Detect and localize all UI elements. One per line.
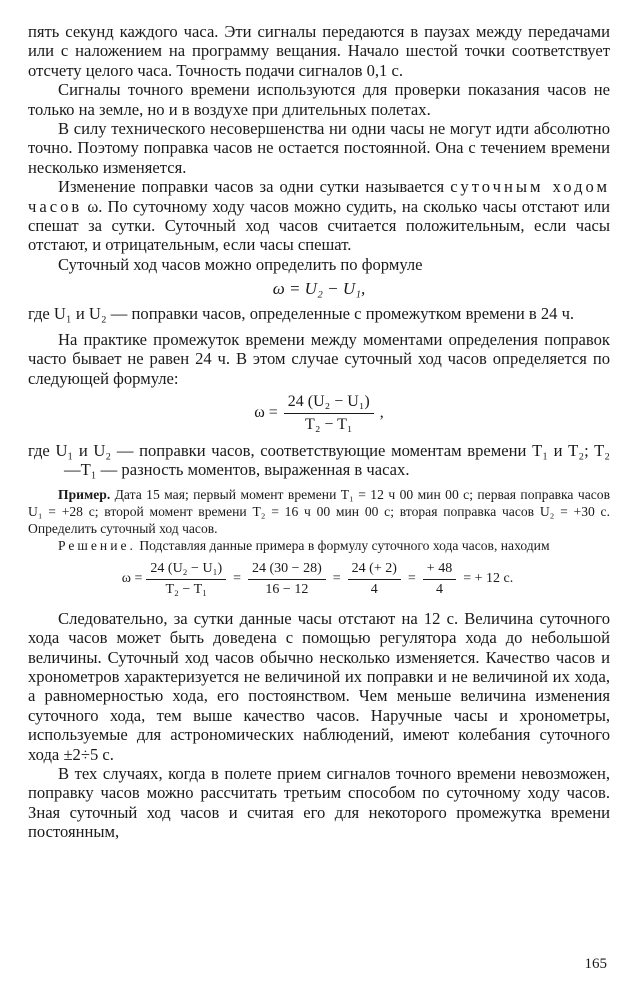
paragraph-4: [28, 177, 610, 255]
fraction-numerator: 24 (+ 2): [348, 560, 401, 580]
solution-fraction-2: [248, 560, 326, 599]
formula-general: [28, 392, 610, 435]
formula-solution-lhs: ω =: [121, 571, 143, 587]
example-text: Дата 15 мая; первый момент времени T₁ = 12 ч 00 мин 00 с; первая поправка часов U₁ = +28 с; второй момент времени T₂ = 16 ч 00 мин 00 с; вторая поправка часов U₂ = +30 с. Определить суточный ход часов.: [28, 486, 610, 536]
paragraph-9: Следовательно, за сутки данные часы отстают на 12 с. Величина суточного хода часов может быть доведена с помощью регулятора хода до небольшой величины. Суточный ход часов обычно несколько изменяется. Качество часов и хронометров характеризуется не величиной их поправки и не величиной их хода, а равномерностью хода, его постоянством. Чем меньше величина изменения суточного хода, тем выше качество часов. Наручные часы и хронометры, используемые для астрономических наблюдений, имеют колебания суточного хода ±2÷5 с.: [28, 608, 610, 764]
equals-sign: =: [407, 571, 416, 587]
omega-symbol: ω.: [87, 196, 103, 216]
paragraph-7: На практике промежуток времени между моментами определения поправок часто бывает не равен 24 ч. В этом случае суточный ход часов определяется по следующей формуле:: [28, 329, 610, 388]
paragraph-4-rest: По суточному ходу часов можно судить, на сколько часы отстают или спешат за сутки. Суточный ход часов считается положительным, если часы отстают, и отрицательным, если часы спешат.: [28, 196, 610, 255]
formula-general-lhs: ω =: [254, 404, 278, 422]
solution-fraction-4: [423, 560, 456, 599]
paragraph-1: пять секунд каждого часа. Эти сигналы передаются в паузах между передачами или с наложением на программу вещания. Начало шестой точки соответствует отсчету целого часа. Точность подачи сигналов 0,1 с.: [28, 22, 610, 80]
fraction-denominator: T₂ − T₁: [305, 415, 353, 433]
formula-daily-rate: [28, 278, 610, 300]
equals-sign: =: [332, 571, 341, 587]
fraction-denominator: 4: [436, 581, 443, 597]
paragraph-2: Сигналы точного времени используются для проверки показания часов не только на земле, но и в воздухе при длительных полетах.: [28, 80, 610, 119]
formula-general-fraction: [284, 392, 374, 435]
example-paragraph: [28, 486, 610, 537]
paragraph-10: В тех случаях, когда в полете прием сигналов точного времени невозможен, поправку часов можно рассчитать третьим способом по суточному ходу часов. Зная суточный ход часов и считая его для некоторого промежутка времени постоянным,: [28, 763, 610, 842]
solution-fraction-3: [348, 560, 401, 599]
fraction-numerator: + 48: [423, 560, 456, 580]
example-block: [28, 486, 610, 554]
paragraph-3: В силу технического несовершенства ни одни часы не могут идти абсолютно точно. Поэтому поправка часов не остается постоянной. Она с течением времени несколько изменяется.: [28, 119, 610, 177]
solution-fraction-1: [146, 560, 226, 599]
paragraph-6: где U₁ и U₂ — поправки часов, определенные с промежутком времени в 24 ч.: [28, 304, 575, 324]
fraction-numerator: 24 (30 − 28): [248, 560, 326, 580]
formula-general-tail: ,: [379, 404, 384, 422]
formula-daily-rate-text: ω = U₂ − U₁,: [272, 279, 366, 299]
paragraph-5: Суточный ход часов можно определить по формуле: [58, 254, 423, 274]
fraction-denominator: 4: [370, 581, 378, 597]
paragraph-8: где U₁ и U₂ — поправки часов, соответствующие моментам времени T₁ и T₂; T₂ —T₁ — разность моментов, выраженная в часах.: [28, 440, 610, 480]
fraction-numerator: 24 (U₂ − U₁): [146, 560, 226, 580]
solution-paragraph: [28, 537, 610, 554]
equals-sign: =: [233, 571, 242, 587]
formula-solution-result: = + 12 с.: [463, 571, 514, 587]
fraction-numerator: 24 (U₂ − U₁): [284, 392, 374, 414]
term-daily-rate: суточным ходом часов: [28, 177, 610, 216]
page-number: 165: [584, 956, 607, 972]
paragraph-4-start: Изменение поправки часов за одни сутки называется: [58, 177, 445, 197]
page-body: [28, 22, 610, 842]
formula-solution: [28, 560, 610, 599]
solution-text: Подставляя данные примера в формулу суточного хода часов, находим: [139, 537, 550, 553]
solution-label: Решение.: [58, 537, 136, 553]
example-label: Пример.: [58, 486, 111, 502]
fraction-denominator: T₂ − T₁: [165, 581, 208, 597]
fraction-denominator: 16 − 12: [265, 581, 309, 597]
